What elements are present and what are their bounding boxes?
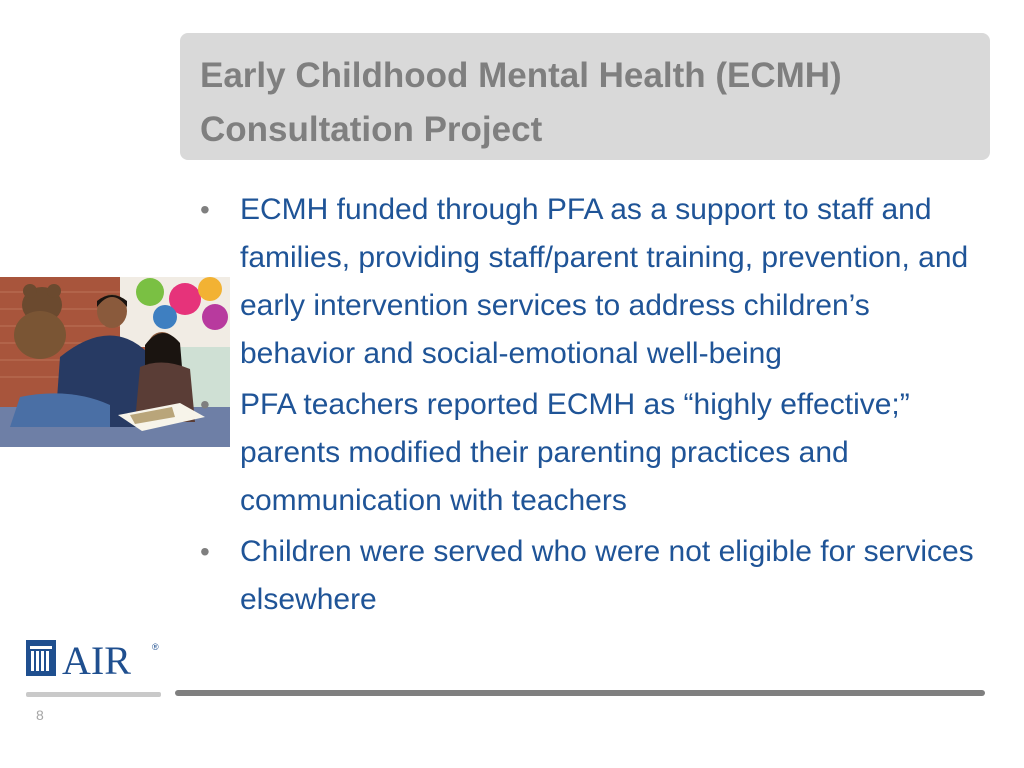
pillar-icon [24,634,164,680]
slide-title: Early Childhood Mental Health (ECMH) Consultation Project [200,56,842,149]
list-item [200,381,990,525]
footer-rule-main [175,690,985,696]
bullet-text: ECMH funded through PFA as a support to staff and families, providing staff/parent training, prevention, and early intervention services to address children’s behavior and social-emotional well-being [240,193,969,370]
list-item [200,186,990,378]
footer-rule-left [26,692,161,697]
title-box [180,33,990,160]
bullet-list [200,186,990,627]
bullet-text: Children were served who were not eligible for services elsewhere [240,535,974,616]
air-logo [24,634,164,680]
father-daughter-reading-photo [0,277,230,447]
list-item [200,528,990,624]
logo-text: AIR [62,638,131,680]
bullet-marker: • [200,536,210,567]
bullet-marker: • [200,389,210,420]
registered-mark: ® [152,642,159,652]
photo-illustration [0,277,230,447]
page-number: 8 [36,707,44,723]
bullet-text: PFA teachers reported ECMH as “highly effective;” parents modified their parenting practices and communication with teachers [240,388,910,517]
bullet-marker: • [200,194,210,225]
